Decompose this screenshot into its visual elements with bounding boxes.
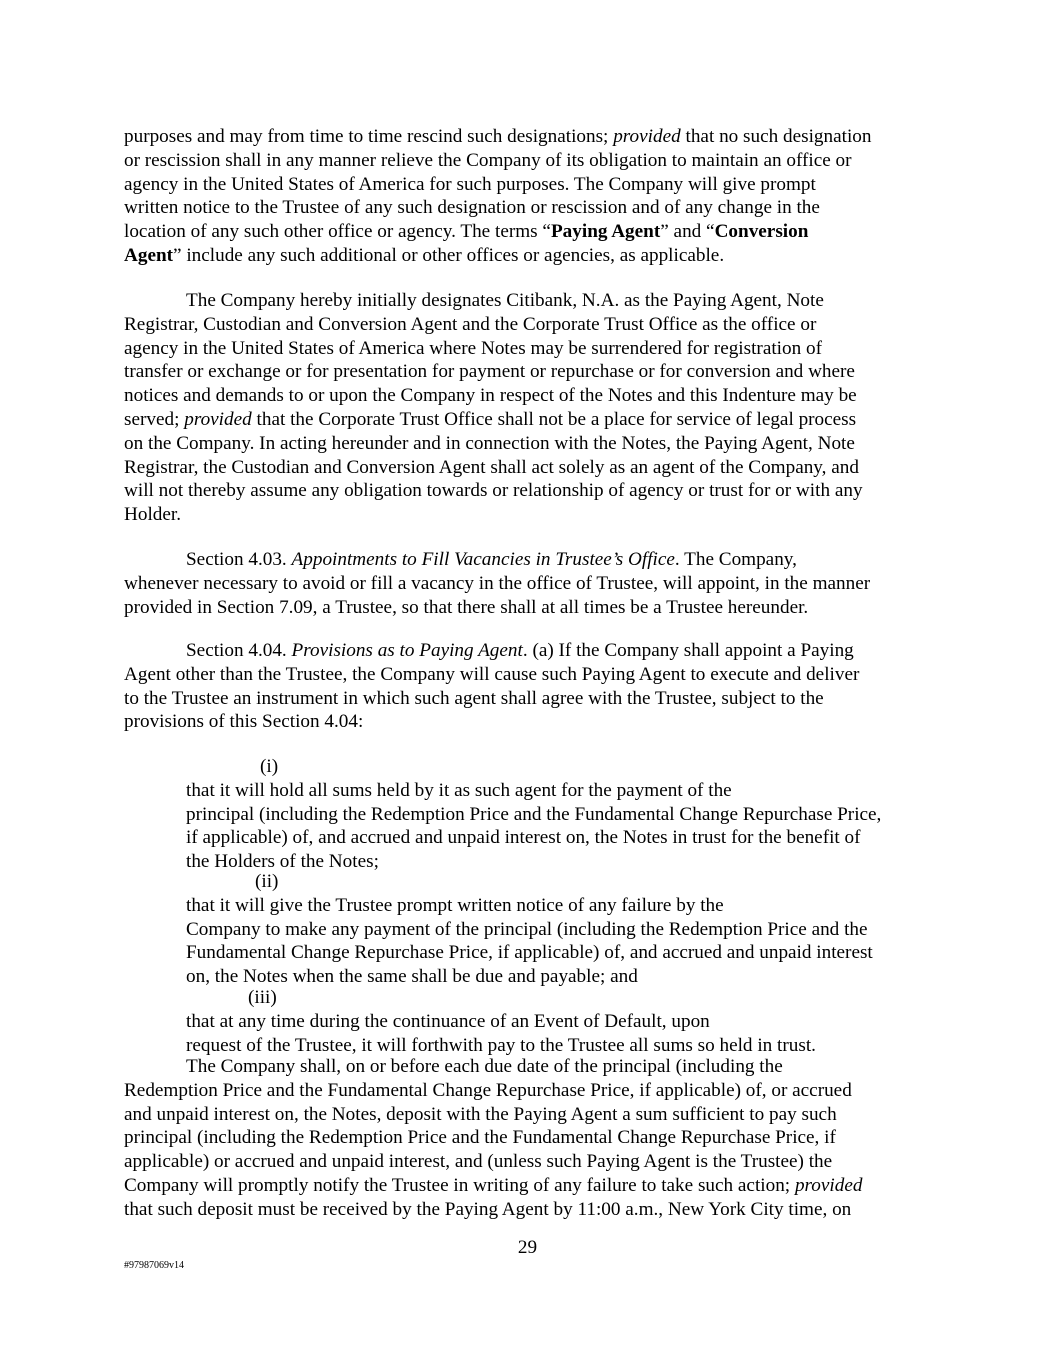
text-line: served; provided that the Corporate Trust Office shall not be a place for service of legal process <box>124 408 857 430</box>
list-item-iii <box>186 986 941 1057</box>
text-line: principal (including the Redemption Price and the Fundamental Change Repurchase Price, <box>186 803 882 825</box>
text-line: or rescission shall in any manner relieve the Company of its obligation to maintain an office or <box>124 149 852 171</box>
text-line: provided in Section 7.09, a Trustee, so that there shall at all times be a Trustee hereunder. <box>124 596 809 618</box>
text-line: will not thereby assume any obligation towards or relationship of agency or trust for or with any <box>124 480 863 502</box>
list-number: (iii) <box>248 987 277 1008</box>
list-number: (i) <box>260 756 279 777</box>
text-line: Fundamental Change Repurchase Price, if applicable) of, and accrued and unpaid interest <box>186 942 873 964</box>
section-4-03 <box>124 548 934 619</box>
paragraph-deposit <box>124 1055 934 1222</box>
document-id: #97987069v14 <box>124 1260 184 1271</box>
text-line: Registrar, the Custodian and Conversion Agent shall act solely as an agent of the Company, and <box>124 456 859 478</box>
text-line: request of the Trustee, it will forthwith pay to the Trustee all sums so held in trust. <box>186 1034 816 1056</box>
text-line: provisions of this Section 4.04: <box>124 711 364 733</box>
text-line: Registrar, Custodian and Conversion Agent and the Corporate Trust Office as the office or <box>124 313 817 335</box>
section-4-04 <box>124 639 934 734</box>
text-line: written notice to the Trustee of any such designation or rescission and of any change in the <box>124 197 820 219</box>
text-line: that such deposit must be received by the Paying Agent by 11:00 a.m., New York City time, on <box>124 1198 852 1220</box>
text-line: agency in the United States of America for such purposes. The Company will give prompt <box>124 173 816 195</box>
list-item-ii <box>186 870 941 989</box>
text-line: Section 4.03. Appointments to Fill Vacancies in Trustee’s Office. The Company, <box>186 549 797 570</box>
paragraph-initial-designation <box>124 289 934 527</box>
text-line: location of any such other office or agency. The terms “Paying Agent” and “Conversion <box>124 221 809 243</box>
text-line: transfer or exchange or for presentation for payment or repurchase or for conversion and where <box>124 361 855 383</box>
text-line: Redemption Price and the Fundamental Change Repurchase Price, if applicable) of, or accrued <box>124 1079 852 1101</box>
text-line: Company will promptly notify the Trustee in writing of any failure to take such action; provided <box>124 1174 863 1196</box>
text-line: (iii) that at any time during the continuance of an Event of Default, upon <box>186 987 710 1032</box>
text-line: Section 4.04. Provisions as to Paying Agent. (a) If the Company shall appoint a Paying <box>186 640 854 661</box>
text-line: to the Trustee an instrument in which such agent shall agree with the Trustee, subject to the <box>124 687 824 709</box>
text-line: on, the Notes when the same shall be due and payable; and <box>186 966 638 988</box>
list-number: (ii) <box>255 871 279 892</box>
text-line: Agent” include any such additional or other offices or agencies, as applicable. <box>124 244 725 266</box>
paragraph-office-designations <box>124 125 934 268</box>
text-line: The Company shall, on or before each due date of the principal (including the <box>186 1056 783 1077</box>
text-line: agency in the United States of America where Notes may be surrendered for registration of <box>124 337 822 359</box>
text-line: whenever necessary to avoid or fill a vacancy in the office of Trustee, will appoint, in the manner <box>124 572 871 594</box>
text-line: and unpaid interest on, the Notes, deposit with the Paying Agent a sum sufficient to pay such <box>124 1103 837 1125</box>
text-line: applicable) or accrued and unpaid interest, and (unless such Paying Agent is the Trustee) the <box>124 1151 833 1173</box>
text-line: Holder. <box>124 504 182 526</box>
text-line: Agent other than the Trustee, the Company will cause such Paying Agent to execute and deliver <box>124 663 860 685</box>
page-number: 29 <box>517 1237 538 1258</box>
text-line: if applicable) of, and accrued and unpaid interest on, the Notes in trust for the benefit of <box>186 827 861 849</box>
text-line: Company to make any payment of the principal (including the Redemption Price and the <box>186 918 868 940</box>
text-line: purposes and may from time to time rescind such designations; provided that no such designation <box>124 126 872 147</box>
text-line: notices and demands to or upon the Company in respect of the Notes and this Indenture may be <box>124 385 857 407</box>
text-line: the Holders of the Notes; <box>186 851 379 873</box>
text-line: (ii) that it will give the Trustee prompt written notice of any failure by the <box>186 871 724 916</box>
text-line: on the Company. In acting hereunder and in connection with the Notes, the Paying Agent, Note <box>124 432 855 454</box>
text-line: (i) that it will hold all sums held by it as such agent for the payment of the <box>186 756 732 801</box>
text-line: The Company hereby initially designates Citibank, N.A. as the Paying Agent, Note <box>186 290 824 311</box>
list-item-i <box>186 755 941 874</box>
text-line: principal (including the Redemption Price and the Fundamental Change Repurchase Price, if <box>124 1127 836 1149</box>
